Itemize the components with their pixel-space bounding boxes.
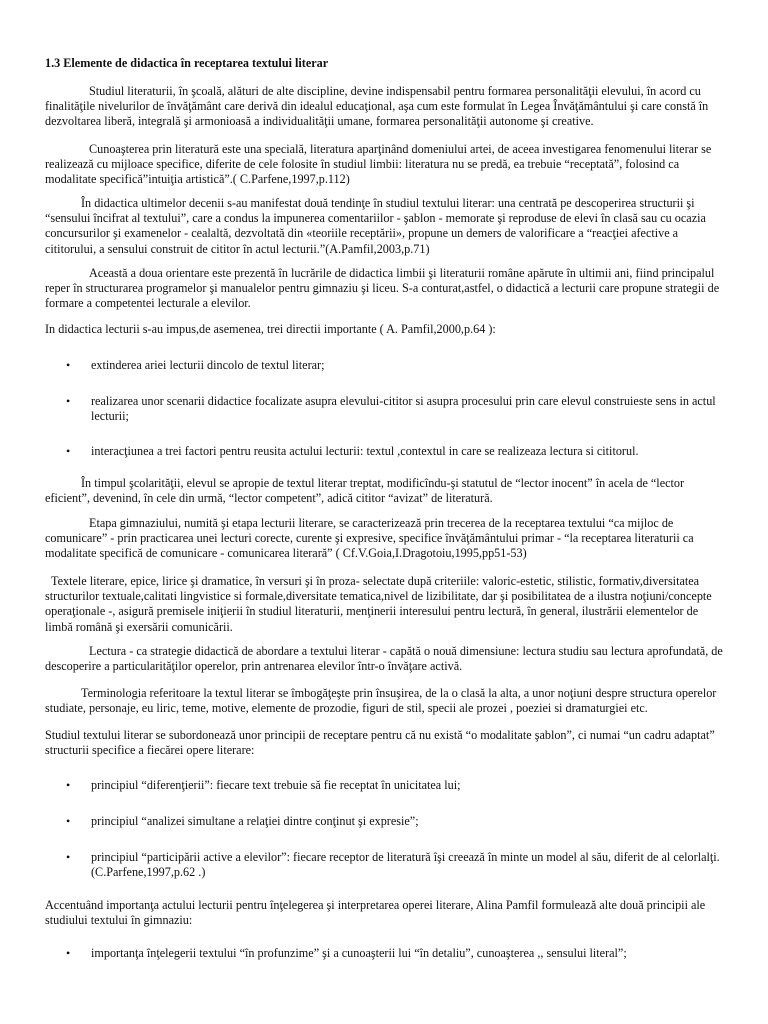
list-item-text: extinderea ariei lecturii dincolo de textul literar; <box>91 358 325 372</box>
paragraph-8: Textele literare, epice, lirice şi dramatice, în versuri şi în proza- selectate după criteriile: valoric-estetic, stilistic, formativ,diversitatea structurilor textuale,calitati lingvistice si formale,diversitate tematica,nivel de lizibilitate, dar şi posibilitatea de a ilustra noţiuni/concepte operaţionale -, asigură premisele iniţierii în studiul literaturii, menţinerii interesului pentru lectură, în general, ilustrării elementelor de limbă română şi exersării comunicării. <box>45 574 712 634</box>
bullet-icon: • <box>66 394 71 408</box>
section-heading: 1.3 Elemente de didactica în receptarea textului literar <box>45 56 329 70</box>
bullet-icon: • <box>66 444 71 458</box>
list-item-text: principiul “participării active a elevilor”: fiecare receptor de literatură îşi creează în minte un model al său, diferit de al celorlalţi. (C.Parfene,1997,p.62 .) <box>91 850 720 880</box>
paragraph-2: Cunoaşterea prin literatură este una specială, literatura aparţinând domeniului artei, de aceea investigarea fenomenului literar se realizează cu mijloace specifice, diferite de cele folosite în studiul limbii: literatura nu se predă, ea trebuie “receptată”, folosind ca modalitate specifică”intuiţia artistică”.( C.Parfene,1997,p.112) <box>45 142 712 187</box>
paragraph-4: Această a doua orientare este prezentă în lucrările de didactica limbii şi literaturii române apărute în ultimii ani, fiind principalul reper în structurarea programelor şi manualelor pentru gimnaziu şi liceu. S-a conturat,astfel, o didactică a lecturii care propune strategii de formare a competentei lecturale a elevilor. <box>45 266 720 311</box>
paragraph-7: Etapa gimnaziului, numită şi etapa lecturii literare, se caracterizează prin trecerea de la receptarea textului “ca mijloc de comunicare” - prin practicarea unei lecturi corecte, curente şi expresive, specifice învăţământului primar - “la receptarea literaturii ca modalitate specifică de comunicare - comunicarea literară” ( Cf.V.Goia,I.Dragotoiu,1995,pp51-53) <box>45 516 694 561</box>
paragraph-6: În timpul şcolarităţii, elevul se apropie de textul literar treptat, modificîndu-şi statutul de “lector inocent” în acela de “lector eficient”, devenind, în cele din urmă, “lector competent”, adică cititor “avizat” de literatură. <box>45 476 685 506</box>
list-item-text: importanţa înţelegerii textului “în profunzime” şi a cunoaşterii lui “în detaliu”, cunoaşterea ,, sensului literal”; <box>91 946 627 960</box>
paragraph-5: In didactica lecturii s-au impus,de asemenea, trei directii importante ( A. Pamfil,2000,p.64 ): <box>45 322 496 336</box>
list-item-text: principiul “analizei simultane a relaţiei dintre conţinut şi expresie”; <box>91 814 419 828</box>
list-item-text: realizarea unor scenarii didactice focalizate asupra elevului-cititor si asupra procesului prin care elevul construieste sens in actul lecturii; <box>91 394 716 424</box>
paragraph-11: Studiul textului literar se subordonează unor principii de receptare pentru că nu există “o modalitate şablon”, ci numai “un cadru adaptat” structurii specifice a fiecărei opere literare: <box>45 728 715 758</box>
paragraph-1: Studiul literaturii, în şcoală, alături de alte discipline, devine indispensabil pentru formarea personalităţii elevului, în acord cu finalităţile nivelurilor de învăţământ care derivă din idealul educaţional, aşa cum este formulat în Legea Învăţământului şi care constă în dezvoltarea liberă, integrală şi armonioasă a individualităţii umane, formarea personalităţii autonome şi creative. <box>45 84 709 129</box>
list-item-text: principiul “diferenţierii”: fiecare text trebuie să fie receptat în unicitatea lui; <box>91 778 461 792</box>
bullet-icon: • <box>66 850 71 864</box>
bullet-icon: • <box>66 358 71 372</box>
paragraph-9: Lectura - ca strategie didactică de abordare a textului literar - capătă o nouă dimensiune: lectura studiu sau lectura aprofundată, de descoperire a particularităţilor operelor, prin antrenarea elevilor într-o învăţare activă. <box>45 644 723 674</box>
bullet-icon: • <box>66 778 71 792</box>
bullet-icon: • <box>66 946 71 960</box>
list-item-text: interacţiunea a trei factori pentru reusita actului lecturii: textul ,contextul in care se realizeaza lectura si cititorul. <box>91 444 639 458</box>
bullet-icon: • <box>66 814 71 828</box>
paragraph-3: În didactica ultimelor decenii s-au manifestat două tendinţe în studiul textului literar: una centrată pe descoperirea structurii şi “sensului încifrat al textului”, care a condus la impunerea comentariilor - şablon - memorate şi reproduse de elevi în clasă sau cu ocazia concursurilor şi examenelor - cealaltă, dezvoltată din «teoriile receptării», propune un demers de valorificare a “reacţiei afective a cititorului, a sensului construit de cititor în actul lecturii.”(A.Pamfil,2003,p.71) <box>45 196 706 256</box>
paragraph-12: Accentuând importanţa actului lecturii pentru înţelegerea şi interpretarea operei literare, Alina Pamfil formulează alte două principii ale studiului textului în gimnaziu: <box>45 898 706 928</box>
paragraph-10: Terminologia referitoare la textul literar se îmbogăţeşte prin însuşirea, de la o clasă la alta, a unor noţiuni despre structura operelor studiate, personaje, eu liric, teme, motive, elemente de prozodie, figuri de stil, specii ale prozei , poeziei si dramaturgiei etc. <box>45 686 717 716</box>
